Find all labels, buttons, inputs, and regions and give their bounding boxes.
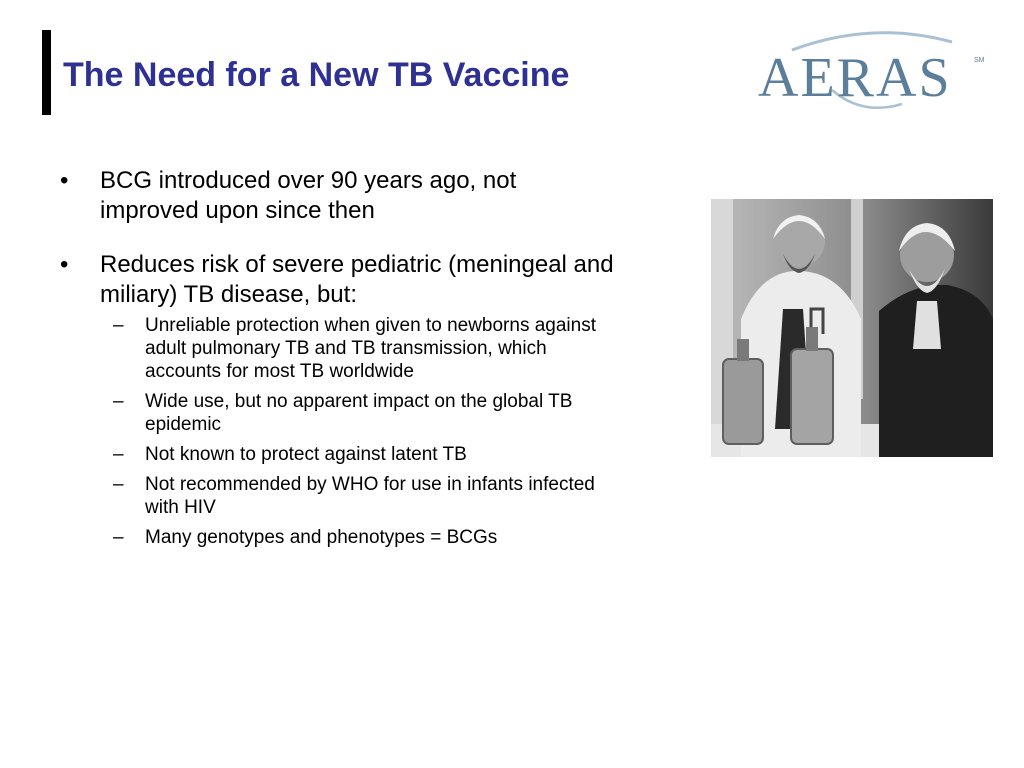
sub-bullet-item [60,526,620,549]
sub-bullet-marker: – [113,391,124,412]
sub-bullet-text: Wide use, but no apparent impact on the global TB epidemic [145,391,573,435]
sub-bullet-item [60,473,620,519]
sub-bullet-marker: – [113,444,124,465]
sub-bullet-text: Not known to protect against latent TB [145,444,467,465]
logo-service-mark: SM [974,57,985,64]
bullet-item [60,250,620,310]
sub-bullet-text: Unreliable protection when given to newborns against adult pulmonary TB and TB transmission, which accounts for most TB worldwide [145,315,596,382]
sub-bullet-marker: – [113,315,124,336]
bullet-marker: • [60,251,69,278]
sub-bullet-text: Many genotypes and phenotypes = BCGs [145,527,498,548]
bullet-item [60,166,620,226]
historical-photo [711,199,993,457]
logo-wordmark: AERAS [758,47,952,109]
sub-bullet-list [60,314,620,549]
slide-title: The Need for a New TB Vaccine [63,56,570,94]
sub-bullet-item [60,443,620,466]
title-accent-bar [42,30,51,115]
sub-bullet-marker: – [113,474,124,495]
sub-bullet-marker: – [113,527,124,548]
aeras-logo [752,26,988,118]
bullet-text: BCG introduced over 90 years ago, not improved upon since then [100,167,517,224]
sub-bullet-text: Not recommended by WHO for use in infants infected with HIV [145,474,595,518]
bullet-text: Reduces risk of severe pediatric (meningeal and miliary) TB disease, but: [100,251,614,308]
sub-bullet-item [60,314,620,383]
sub-bullet-item [60,390,620,436]
bullet-marker: • [60,167,69,194]
bullet-list [60,166,620,556]
